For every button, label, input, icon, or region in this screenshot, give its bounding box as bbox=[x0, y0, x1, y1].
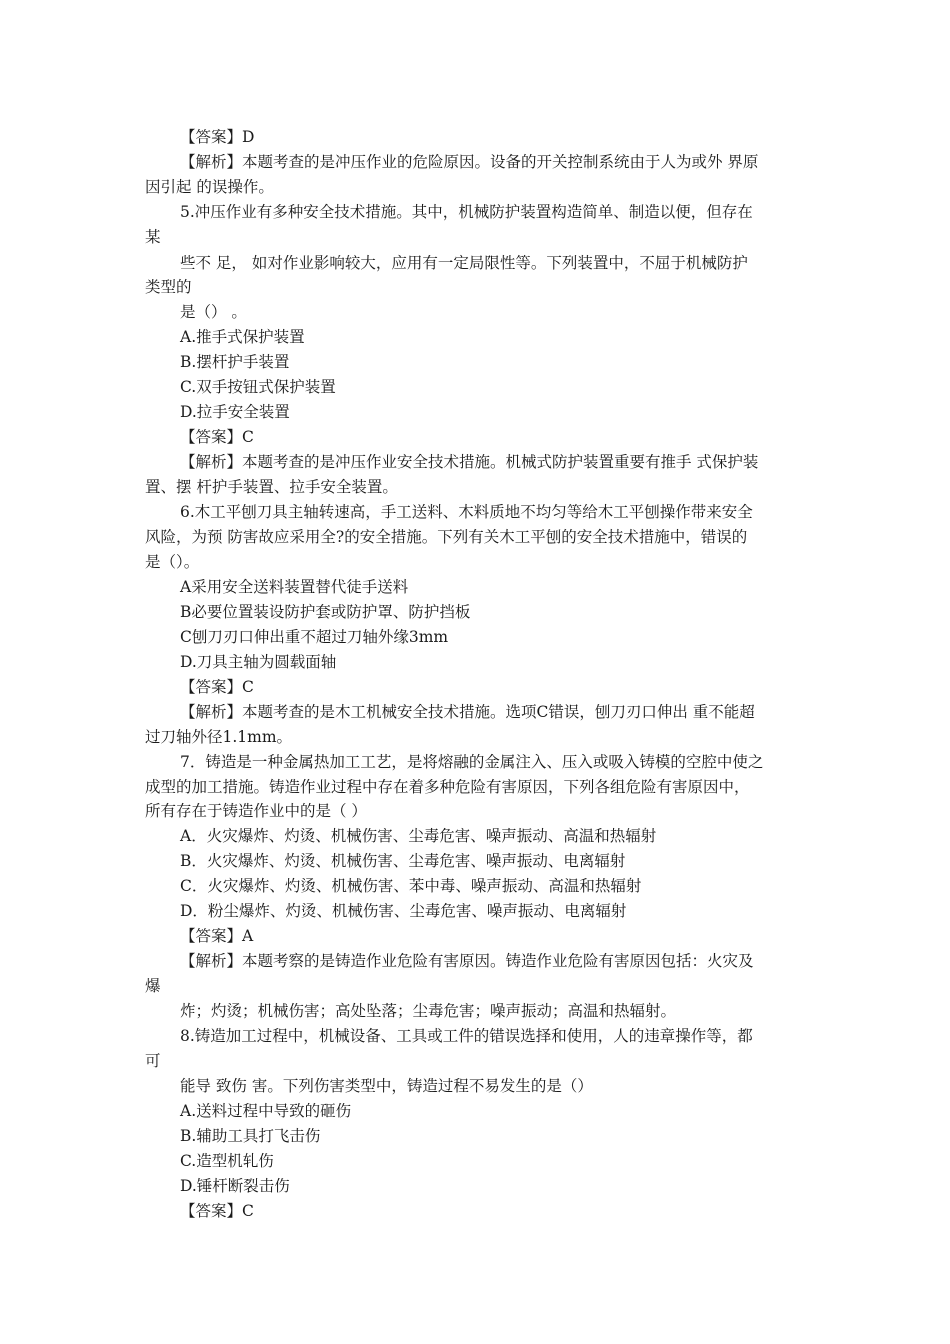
answer-q5: 【答案】C bbox=[180, 428, 254, 446]
question-7-line-1: 7．铸造是一种金属热加工工艺，是将熔融的金属注入、压入或吸入铸模的空腔中使之 bbox=[180, 753, 764, 771]
analysis-q5-line-2: 置、摆 杆护手装置、拉手安全装置。 bbox=[145, 478, 398, 496]
question-6-line-1: 6.木工平刨刀具主轴转速高，手工送料、木料质地不均匀等给木工平刨操作带来安全 bbox=[180, 503, 753, 521]
answer-q7: 【答案】A bbox=[180, 927, 254, 945]
question-6-line-2: 风险，为预 防害故应采用全?的安全措施。下列有关木工平刨的安全技术措施中，错误的 bbox=[145, 528, 748, 546]
question-8-line-2: 可 bbox=[145, 1052, 161, 1070]
q8-option-a: A.送料过程中导致的砸伤 bbox=[180, 1102, 352, 1120]
question-7-line-3: 所有存在于铸造作业中的是（ ） bbox=[145, 802, 367, 820]
question-7-line-2: 成型的加工措施。铸造作业过程中存在着多种危险有害原因，下列各组危险有害原因中， bbox=[145, 778, 750, 796]
question-5-line-3: 些不 足， 如对作业影响较大，应用有一定局限性等。下列装置中，不屈于机械防护 bbox=[180, 254, 748, 272]
q7-option-b: B．火灾爆炸、灼烫、机械伤害、尘毒危害、噪声振动、电离辐射 bbox=[180, 852, 626, 870]
q6-option-b: B必要位置装设防护套或防护罩、防护挡板 bbox=[180, 603, 471, 621]
q5-option-c: C.双手按钮式保护装置 bbox=[180, 378, 336, 396]
analysis-q5-line-1: 【解析】本题考查的是冲压作业安全技术措施。机械式防护装置重要有推手 式保护装 bbox=[180, 453, 759, 471]
analysis-q6-line-2: 过刀轴外径1.1mm。 bbox=[145, 728, 293, 746]
analysis-q7-line-2: 爆 bbox=[145, 977, 161, 995]
q6-option-a: A采用安全送料装置替代徒手送料 bbox=[180, 578, 409, 596]
question-5-line-4: 类型的 bbox=[145, 278, 192, 296]
analysis-q4-line-1: 【解析】本题考查的是冲压作业的危险原因。设备的开关控制系统由于人为或外 界原 bbox=[180, 153, 759, 171]
q5-option-d: D.拉手安全装置 bbox=[180, 403, 290, 421]
q5-option-a: A.推手式保护装置 bbox=[180, 328, 305, 346]
question-8-line-1: 8.铸造加工过程中，机械设备、工具或工件的错误选择和使用，人的违章操作等，都 bbox=[180, 1027, 753, 1045]
question-5-line-2: 某 bbox=[145, 228, 161, 246]
q6-option-d: D.刀具主轴为圆载面轴 bbox=[180, 653, 337, 671]
q7-option-d: D．粉尘爆炸、灼烫、机械伤害、尘毒危害、噪声振动、电离辐射 bbox=[180, 902, 627, 920]
question-8-line-3: 能导 致伤 害。下列伤害类型中，铸造过程不易发生的是（） bbox=[180, 1077, 593, 1095]
answer-q8: 【答案】C bbox=[180, 1202, 254, 1220]
q6-option-c: C刨刀刃口伸出重不超过刀轴外缘3mm bbox=[180, 628, 449, 646]
q8-option-b: B.辅助工具打飞击伤 bbox=[180, 1127, 321, 1145]
question-6-line-3: 是（）。 bbox=[145, 553, 200, 571]
analysis-q7-line-1: 【解析】本题考察的是铸造作业危险有害原因。铸造作业危险有害原因包括：火灾及 bbox=[180, 952, 754, 970]
q5-option-b: B.摆杆护手装置 bbox=[180, 353, 290, 371]
answer-q6: 【答案】C bbox=[180, 678, 254, 696]
answer-q4: 【答案】D bbox=[180, 128, 255, 146]
q7-option-a: A．火灾爆炸、灼烫、机械伤害、尘毒危害、噪声振动、高温和热辐射 bbox=[180, 827, 657, 845]
q7-option-c: C．火灾爆炸、灼烫、机械伤害、苯中毒、噪声振动、高温和热辐射 bbox=[180, 877, 642, 895]
analysis-q4-line-2: 因引起 的误操作。 bbox=[145, 178, 274, 196]
question-5-line-1: 5.冲压作业有多种安全技术措施。其中，机械防护装置构造简单、制造以便，但存在 bbox=[180, 203, 753, 221]
analysis-q6-line-1: 【解析】本题考查的是木工机械安全技术措施。选项C错误，刨刀刃口伸出 重不能超 bbox=[180, 703, 755, 721]
question-5-line-5: 是（） 。 bbox=[180, 303, 247, 321]
q8-option-d: D.锤杆断裂击伤 bbox=[180, 1177, 290, 1195]
q8-option-c: C.造型机轧伤 bbox=[180, 1152, 274, 1170]
analysis-q7-line-3: 炸；灼烫；机械伤害；高处坠落；尘毒危害；噪声振动；高温和热辐射。 bbox=[180, 1002, 677, 1020]
